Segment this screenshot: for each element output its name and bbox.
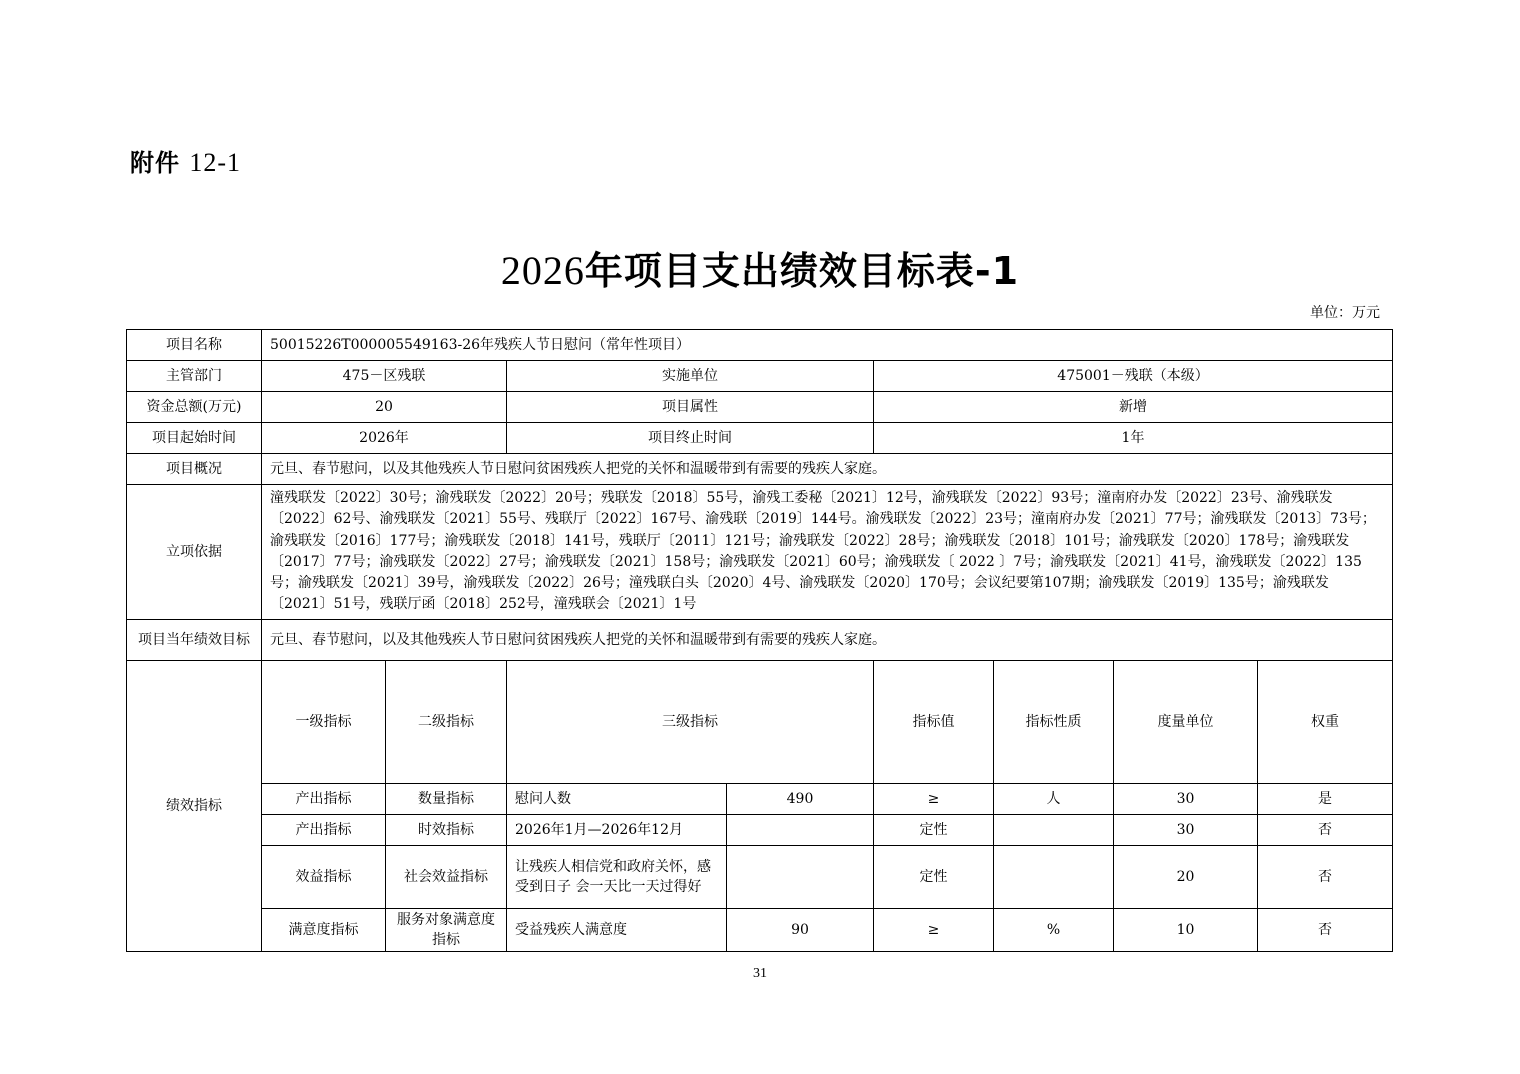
- funds-value: 20: [262, 392, 507, 423]
- cell-level3: 受益残疾人满意度: [507, 908, 727, 951]
- basis-value: 潼残联发〔2022〕30号；渝残联发〔2022〕20号；残联发〔2018〕55号，渝残工委秘〔2021〕12号，渝残联发〔2022〕93号；潼南府办发〔2022〕23号、渝残联发〔2022〕62号、渝残联发〔2021〕55号、残联厅〔2022〕167号、渝残联〔2019〕144号。渝残联发〔2022〕23号；潼南府办发〔2021〕77号；渝残联发〔2013〕73号；渝残联发〔2016〕177号；渝残联发〔2018〕141号，残联厅〔2011〕121号；渝残联发〔2022〕28号；渝残联发〔2018〕101号；渝残联发〔2020〕178号；渝残联发〔2017〕77号；渝残联发〔2022〕27号；渝残联发〔2021〕158号；渝残联发〔2021〕60号；渝残联发〔 2022 〕7号；渝残联发〔2021〕41号，渝残联发〔2022〕135号；渝残联发〔2021〕39号，渝残联发〔2022〕26号；潼残联白头〔2020〕4号、渝残联发〔2020〕170号；会议纪要第107期；渝残联发〔2019〕135号；渝残联发〔2021〕51号，残联厅函〔2018〕252号，潼残联会〔2021〕1号: [262, 485, 1393, 620]
- basis-label: 立项依据: [127, 485, 262, 620]
- attachment-number: 12-1: [189, 148, 242, 177]
- page-title: [0, 240, 1520, 295]
- goal-value: 元旦、春节慰问，以及其他残疾人节日慰问贫困残疾人把党的关怀和温暖带到有需要的残疾人家庭。: [262, 619, 1393, 660]
- cell-level3: 2026年1月—2026年12月: [507, 814, 727, 845]
- attr-value: 新增: [874, 392, 1393, 423]
- row-basis: [127, 485, 1393, 620]
- cell-level1: 满意度指标: [262, 908, 386, 951]
- cell-nature: 定性: [874, 845, 994, 908]
- cell-unit: [994, 845, 1114, 908]
- cell-nature: 定性: [874, 814, 994, 845]
- cell-value: 490: [727, 783, 874, 814]
- cell-weight: 30: [1114, 783, 1258, 814]
- header-nature: 指标性质: [994, 660, 1114, 783]
- table-row: [127, 908, 1393, 951]
- cell-level1: 效益指标: [262, 845, 386, 908]
- impl-value: 475001－残联（本级）: [874, 361, 1393, 392]
- header-level1: 一级指标: [262, 660, 386, 783]
- cell-unit: 人: [994, 783, 1114, 814]
- funds-label: 资金总额(万元): [127, 392, 262, 423]
- cell-core: 是: [1258, 783, 1393, 814]
- row-goal: [127, 619, 1393, 660]
- row-time: [127, 423, 1393, 454]
- cell-value: 90: [727, 908, 874, 951]
- overview-label: 项目概况: [127, 454, 262, 485]
- cell-core: 否: [1258, 845, 1393, 908]
- row-project-name: [127, 330, 1393, 361]
- performance-table: [126, 329, 1393, 952]
- attachment-word: 附件: [130, 149, 180, 177]
- cell-unit: [994, 814, 1114, 845]
- cell-nature: ≥: [874, 908, 994, 951]
- cell-level3: 慰问人数: [507, 783, 727, 814]
- header-value: 指标值: [874, 660, 994, 783]
- cell-core: 否: [1258, 814, 1393, 845]
- title-year: 2026: [500, 248, 585, 293]
- dept-label: 主管部门: [127, 361, 262, 392]
- table-row: [127, 814, 1393, 845]
- cell-level2: 时效指标: [386, 814, 507, 845]
- attr-label: 项目属性: [507, 392, 874, 423]
- header-unit: 度量单位: [1114, 660, 1258, 783]
- cell-level3: 让残疾人相信党和政府关怀，感受到日子 会一天比一天过得好: [507, 845, 727, 908]
- dept-value: 475－区残联: [262, 361, 507, 392]
- table-row: [127, 783, 1393, 814]
- project-name-value: 50015226T000005549163-26年残疾人节日慰问（常年性项目）: [262, 330, 1393, 361]
- cell-weight: 30: [1114, 814, 1258, 845]
- title-text: 年项目支出绩效目标表-1: [584, 249, 1020, 293]
- cell-weight: 10: [1114, 908, 1258, 951]
- indicators-label: 绩效指标: [127, 660, 262, 951]
- start-label: 项目起始时间: [127, 423, 262, 454]
- cell-level1: 产出指标: [262, 814, 386, 845]
- overview-value: 元旦、春节慰问，以及其他残疾人节日慰问贫困残疾人把党的关怀和温暖带到有需要的残疾人家庭。: [262, 454, 1393, 485]
- page-number: 31: [753, 966, 767, 981]
- header-level2: 二级指标: [386, 660, 507, 783]
- cell-core: 否: [1258, 908, 1393, 951]
- cell-level2: 服务对象满意度指标: [386, 908, 507, 951]
- cell-level2: 数量指标: [386, 783, 507, 814]
- cell-level2: 社会效益指标: [386, 845, 507, 908]
- goal-label: 项目当年绩效目标: [127, 619, 262, 660]
- indicator-header-row: [127, 660, 1393, 783]
- impl-label: 实施单位: [507, 361, 874, 392]
- row-dept: [127, 361, 1393, 392]
- row-overview: [127, 454, 1393, 485]
- start-value: 2026年: [262, 423, 507, 454]
- end-value: 1年: [874, 423, 1393, 454]
- unit-label: 单位：万元: [1310, 305, 1380, 321]
- cell-level1: 产出指标: [262, 783, 386, 814]
- end-label: 项目终止时间: [507, 423, 874, 454]
- cell-unit: %: [994, 908, 1114, 951]
- project-name-label: 项目名称: [127, 330, 262, 361]
- header-weight: 权重: [1258, 660, 1393, 783]
- cell-value: [727, 845, 874, 908]
- cell-weight: 20: [1114, 845, 1258, 908]
- header-level3: 三级指标: [507, 660, 874, 783]
- table-row: [127, 845, 1393, 908]
- row-funds: [127, 392, 1393, 423]
- attachment-label: [130, 143, 241, 178]
- cell-nature: ≥: [874, 783, 994, 814]
- cell-value: [727, 814, 874, 845]
